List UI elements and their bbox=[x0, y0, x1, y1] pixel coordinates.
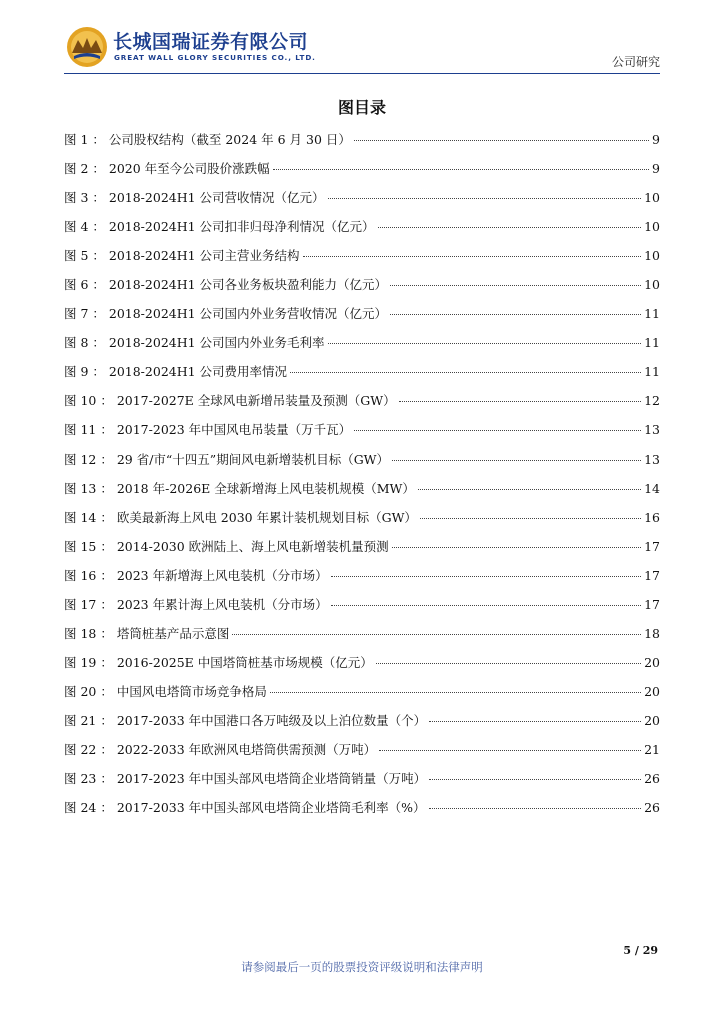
toc-entry-page: 18 bbox=[644, 625, 660, 641]
toc-entry-page: 20 bbox=[644, 654, 660, 670]
toc-entry-page: 17 bbox=[644, 567, 660, 583]
toc-entry-page: 11 bbox=[644, 306, 660, 322]
dot-leader bbox=[392, 460, 641, 461]
dot-leader bbox=[303, 256, 642, 257]
toc-entry[interactable] bbox=[64, 420, 660, 449]
toc-entry-page: 20 bbox=[644, 683, 660, 699]
toc-entry-label: 图 19 ： 2016-2025E 中国塔筒桩基市场规模（亿元） bbox=[64, 654, 373, 670]
dot-leader bbox=[429, 808, 642, 809]
page-header bbox=[0, 0, 724, 80]
dot-leader bbox=[232, 634, 641, 635]
toc-entry[interactable] bbox=[64, 508, 660, 537]
toc-entry-label: 图 21 ： 2017-2033 年中国港口各万吨级及以上泊位数量（个） bbox=[64, 712, 427, 728]
dot-leader bbox=[290, 372, 641, 373]
toc-entry[interactable] bbox=[64, 217, 660, 246]
toc-entry[interactable] bbox=[64, 595, 660, 624]
toc-entry-page: 21 bbox=[644, 741, 660, 757]
dot-leader bbox=[376, 663, 641, 664]
page-number: 5 / 29 bbox=[623, 944, 658, 957]
toc-entry[interactable] bbox=[64, 275, 660, 304]
dot-leader bbox=[429, 721, 641, 722]
toc-entry[interactable] bbox=[64, 188, 660, 217]
toc-entry-page: 26 bbox=[644, 771, 660, 787]
toc-entry[interactable] bbox=[64, 537, 660, 566]
toc-entry[interactable] bbox=[64, 798, 660, 827]
toc-entry-page: 16 bbox=[644, 509, 660, 525]
toc-entry[interactable] bbox=[64, 769, 660, 798]
dot-leader bbox=[392, 547, 641, 548]
toc-entry-page: 17 bbox=[644, 538, 660, 554]
toc-entry-page: 17 bbox=[644, 596, 660, 612]
toc-entry-page: 9 bbox=[652, 132, 660, 147]
toc-entry-page: 9 bbox=[652, 161, 660, 177]
dot-leader bbox=[429, 779, 641, 780]
toc-entry-label: 图 22 ： 2022-2033 年欧洲风电塔筒供需预测（万吨） bbox=[64, 741, 377, 757]
toc-entry[interactable] bbox=[64, 624, 660, 653]
toc-entry[interactable] bbox=[64, 682, 660, 711]
dot-leader bbox=[354, 140, 649, 141]
toc-entry-label: 图 20 ： 中国风电塔筒市场竞争格局 bbox=[64, 683, 267, 699]
section-label: 公司研究 bbox=[611, 55, 660, 69]
dot-leader bbox=[331, 576, 641, 577]
dot-leader bbox=[390, 285, 641, 286]
toc-entry-label: 图 14 ： 欧美最新海上风电 2030 年累计装机规划目标（GW） bbox=[64, 509, 417, 525]
toc-entry-page: 10 bbox=[644, 190, 660, 206]
toc-entry-label: 图 2 ： 2020 年至今公司股价涨跌幅 bbox=[64, 161, 270, 177]
toc-entry-page: 13 bbox=[644, 451, 660, 467]
toc-entry-label: 图 16 ： 2023 年新增海上风电装机（分市场） bbox=[64, 567, 328, 583]
dot-leader bbox=[273, 169, 649, 170]
toc-entry-label: 图 24 ： 2017-2033 年中国头部风电塔筒企业塔筒毛利率（%） bbox=[64, 800, 426, 816]
disclaimer-note[interactable]: 请参阅最后一页的股票投资评级说明和法律声明 bbox=[241, 960, 483, 974]
toc-entry[interactable] bbox=[64, 130, 660, 159]
toc-entry-label: 图 15 ： 2014-2030 欧洲陆上、海上风电新增装机量预测 bbox=[64, 538, 389, 554]
dot-leader bbox=[399, 401, 641, 402]
toc-entry-label: 图 3 ： 2018-2024H1 公司营收情况（亿元） bbox=[64, 190, 325, 206]
toc-entry-label: 图 18 ： 塔筒桩基产品示意图 bbox=[64, 625, 230, 641]
header-divider bbox=[64, 73, 660, 74]
toc-entry-label: 图 4 ： 2018-2024H1 公司扣非归母净利情况（亿元） bbox=[64, 219, 375, 235]
toc-entry-page: 13 bbox=[644, 422, 660, 438]
toc-entry-page: 10 bbox=[644, 248, 660, 264]
toc-entry-label: 图 8 ： 2018-2024H1 公司国内外业务毛利率 bbox=[64, 335, 325, 351]
brand-name-en: GREAT WALL GLORY SECURITIES CO., LTD. bbox=[114, 53, 316, 62]
toc-entry-page: 11 bbox=[644, 335, 660, 351]
dot-leader bbox=[418, 489, 641, 490]
toc-entry-page: 26 bbox=[644, 800, 660, 816]
toc-entry[interactable] bbox=[64, 566, 660, 595]
dot-leader bbox=[420, 518, 641, 519]
dot-leader bbox=[354, 430, 641, 431]
toc-entry-page: 12 bbox=[644, 393, 660, 409]
toc-entry-page: 20 bbox=[644, 712, 660, 728]
dot-leader bbox=[390, 314, 641, 315]
toc-entry-page: 10 bbox=[644, 277, 660, 293]
toc-entry-label: 图 6 ： 2018-2024H1 公司各业务板块盈利能力（亿元） bbox=[64, 277, 388, 293]
toc-entry-label: 图 17 ： 2023 年累计海上风电装机（分市场） bbox=[64, 596, 328, 612]
dot-leader bbox=[379, 750, 641, 751]
dot-leader bbox=[270, 692, 641, 693]
brand-name-cn: 长城国瑞证券有限公司 bbox=[113, 31, 309, 53]
toc-entry-label: 图 23 ： 2017-2023 年中国头部风电塔筒企业塔筒销量（万吨） bbox=[64, 771, 427, 787]
toc-entry[interactable] bbox=[64, 333, 660, 362]
toc-entry-page: 10 bbox=[644, 219, 660, 235]
toc-entry[interactable] bbox=[64, 450, 660, 479]
toc-entry[interactable] bbox=[64, 362, 660, 391]
toc-entry-page: 11 bbox=[644, 364, 660, 380]
toc-entry-label: 图 11 ： 2017-2023 年中国风电吊装量（万千瓦） bbox=[64, 422, 352, 438]
toc-entry[interactable] bbox=[64, 653, 660, 682]
dot-leader bbox=[378, 227, 642, 228]
toc-entry[interactable] bbox=[64, 391, 660, 420]
dot-leader bbox=[328, 198, 642, 199]
toc-entry-label: 图 13 ： 2018 年-2026E 全球新增海上风电装机规模（MW） bbox=[64, 480, 415, 496]
toc-entry[interactable] bbox=[64, 159, 660, 188]
company-logo-icon bbox=[66, 26, 108, 68]
toc-entry-label: 图 10 ： 2017-2027E 全球风电新增吊装量及预测（GW） bbox=[64, 393, 396, 409]
toc-entry[interactable] bbox=[64, 304, 660, 333]
toc-entry-page: 14 bbox=[644, 480, 660, 496]
toc-entry-label: 图 12 ： 29 省/市“十四五”期间风电新增装机目标（GW） bbox=[64, 451, 390, 467]
figure-toc-list bbox=[64, 130, 660, 827]
toc-entry-label: 图 9 ： 2018-2024H1 公司费用率情况 bbox=[64, 364, 288, 380]
toc-entry-label: 图 1 ： 公司股权结构（截至 2024 年 6 月 30 日） bbox=[64, 132, 351, 147]
toc-title: 图目录 bbox=[337, 98, 386, 117]
dot-leader bbox=[328, 343, 642, 344]
toc-entry[interactable] bbox=[64, 740, 660, 769]
toc-entry[interactable] bbox=[64, 479, 660, 508]
toc-entry[interactable] bbox=[64, 711, 660, 740]
toc-entry-label: 图 7 ： 2018-2024H1 公司国内外业务营收情况（亿元） bbox=[64, 306, 388, 322]
dot-leader bbox=[331, 605, 641, 606]
toc-entry-label: 图 5 ： 2018-2024H1 公司主营业务结构 bbox=[64, 248, 300, 264]
toc-entry[interactable] bbox=[64, 246, 660, 275]
